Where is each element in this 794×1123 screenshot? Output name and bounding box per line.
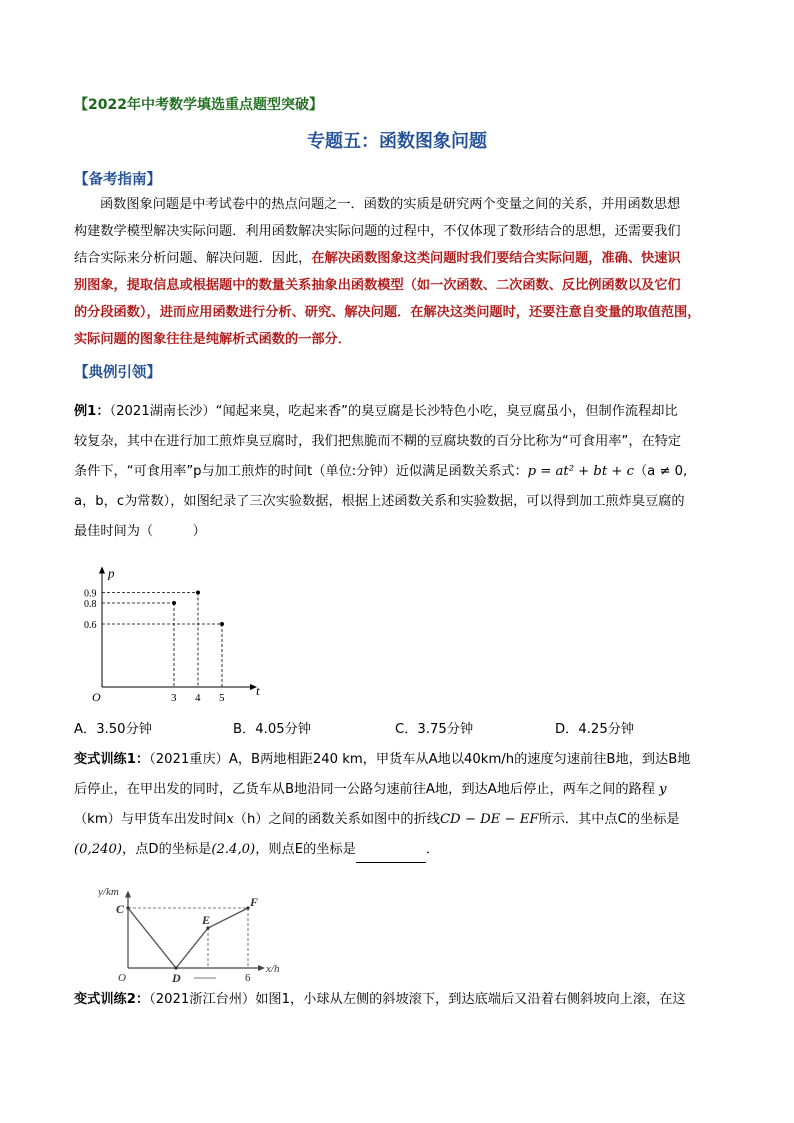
example1-line-4: a，b，c为常数），如图纪录了三次实验数据，根据上述函数关系和实验数据，可以得到加工煎炸臭豆腐的 — [74, 494, 685, 509]
example1-line-1 — [74, 398, 724, 425]
y-tick-label: 0.6 — [84, 620, 97, 631]
variant1-coord-c: (0,240) — [74, 842, 123, 857]
variant1-text-4a: ，点D的坐标是 — [122, 842, 212, 857]
point-c — [126, 906, 129, 909]
guide-paragraph — [74, 191, 724, 353]
guide-line-5: 的分段函数），进而应用函数进行分析、研究、解决问题．在解决这类问题时，还要注意自变量的取值范围， — [74, 305, 701, 320]
y-tick-label: 0.9 — [84, 588, 97, 600]
y-axis-label: p — [108, 565, 115, 581]
y-axis-arrow — [99, 567, 105, 574]
option-b[interactable]: B．4.05分钟 — [233, 722, 311, 737]
example1-line-3 — [74, 458, 724, 485]
y-axis-arrow — [125, 891, 131, 898]
x-axis-label: t — [256, 683, 260, 698]
x-axis-arrow — [258, 965, 265, 971]
variant1-var-x: x — [226, 812, 234, 827]
data-point — [220, 622, 224, 626]
variant1-chart-group — [98, 886, 280, 984]
option-c[interactable]: C．3.75分钟 — [395, 722, 474, 737]
series-tag: 【2022年中考数学填选重点题型突破】 — [74, 97, 323, 113]
x-axis-label: x/h — [266, 963, 280, 975]
point-label-e: E — [202, 913, 211, 927]
variant1-polyline: CD − DE − EF — [439, 812, 539, 827]
variant1-text-4b: ，则点E的坐标是 — [255, 842, 356, 857]
example1-chart — [80, 560, 260, 710]
example1-label: 例1： — [74, 404, 110, 419]
example1-text-3: 条件下，“可食用率”p与加工煎炸的时间t（单位:分钟）近似满足函数关系式： — [74, 464, 528, 479]
origin-label: O — [118, 972, 126, 984]
variant2-line-1 — [74, 986, 724, 1013]
guide-line-6: 实际问题的图象往往是纯解析式函数的一部分． — [74, 332, 351, 347]
example1-text-1: （2021湖南长沙）“闻起来臭，吃起来香”的臭豆腐是长沙特色小吃，臭豆腐虽小，但制作流程却比 — [109, 404, 678, 419]
page-title: 专题五：函数图象问题 — [307, 131, 487, 152]
guide-line-3-plain: 结合实际来分析问题、解决问题．因此， — [74, 251, 312, 266]
point-label-f: F — [250, 895, 259, 909]
variant1-text-3b: （h）之间的函数关系如图中的折线 — [233, 812, 440, 827]
point-d — [174, 966, 177, 969]
variant1-var-y: y — [659, 782, 667, 797]
variant1-line-1 — [74, 746, 724, 773]
data-point — [172, 601, 176, 605]
variant1-text-1: （2021重庆）A，B两地相距240 km，甲货车从A地以40km/h的速度匀速前往B地，到达B地 — [149, 752, 691, 767]
guide-heading: 【备考指南】 — [74, 172, 161, 188]
examples-heading: 【典例引领】 — [74, 365, 161, 381]
origin-label: O — [92, 690, 101, 704]
answer-blank[interactable] — [356, 848, 426, 863]
variant2-label: 变式训练2： — [74, 992, 150, 1007]
guide-line-1: 函数图象问题是中考试卷中的热点问题之一．函数的实质是研究两个变量之间的关系，并用函数思想 — [100, 197, 681, 212]
example1-line-5: 最佳时间为（ ） — [74, 524, 206, 539]
y-tick-label: 0.8 — [84, 599, 97, 610]
example1-condition: （a ≠ 0, — [633, 464, 688, 479]
x-tick-label: 5 — [219, 692, 225, 704]
guide-line-2: 构建数学模型解决实际问题．利用函数解决实际问题的过程中，不仅体现了数形结合的思想，还需要我们 — [74, 224, 681, 239]
variant1-chart — [98, 882, 298, 984]
point-label-c: C — [116, 902, 125, 916]
guide-line-4: 别图象，提取信息或根据题中的数量关系抽象出函数模型（如一次函数、二次函数、反比例函数以及它们 — [74, 278, 681, 293]
guide-line-3 — [74, 245, 724, 272]
variant1-text-3c: 所示．其中点C的坐标是 — [538, 812, 680, 827]
variant2-text-1: （2021浙江台州）如图1，小球从左侧的斜坡滚下，到达底端后又沿着右侧斜坡向上滚，在这 — [149, 992, 686, 1007]
variant1-line-2 — [74, 776, 724, 803]
variant1-label: 变式训练1： — [74, 752, 150, 767]
guide-line-3-emphasis: 在解决函数图象这类问题时我们要结合实际问题，准确、快速识 — [311, 251, 681, 266]
example1-chart-group — [84, 566, 260, 705]
x-tick-label: 6 — [245, 972, 251, 984]
point-label-d: D — [172, 971, 181, 984]
variant1-text-3a: （km）与甲货车出发时间 — [74, 812, 227, 827]
example1-formula: p = at² + bt + c — [527, 464, 634, 479]
variant1-text-2: 后停止，在甲出发的同时，乙货车从B地沿同一公路匀速前往A地，到达A地后停止，两车之间的路程 — [74, 782, 655, 797]
x-tick-label: 4 — [195, 692, 201, 704]
option-a[interactable]: A．3.50分钟 — [74, 722, 152, 737]
option-d[interactable]: D．4.25分钟 — [555, 722, 635, 737]
variant1-line-4 — [74, 836, 724, 863]
example1-line-2: 较复杂，其中在进行加工煎炸臭豆腐时，我们把焦脆而不糊的豆腐块数的百分比称为“可食用率”，在特定 — [74, 434, 682, 449]
variant1-coord-d: (2.4,0) — [211, 842, 256, 857]
polyline-cdef — [128, 908, 248, 968]
data-point — [196, 591, 200, 595]
x-tick-label: 3 — [171, 692, 177, 704]
variant1-text-4c: ． — [425, 842, 440, 857]
variant1-line-3 — [74, 806, 724, 833]
y-axis-label: y/km — [98, 886, 119, 898]
